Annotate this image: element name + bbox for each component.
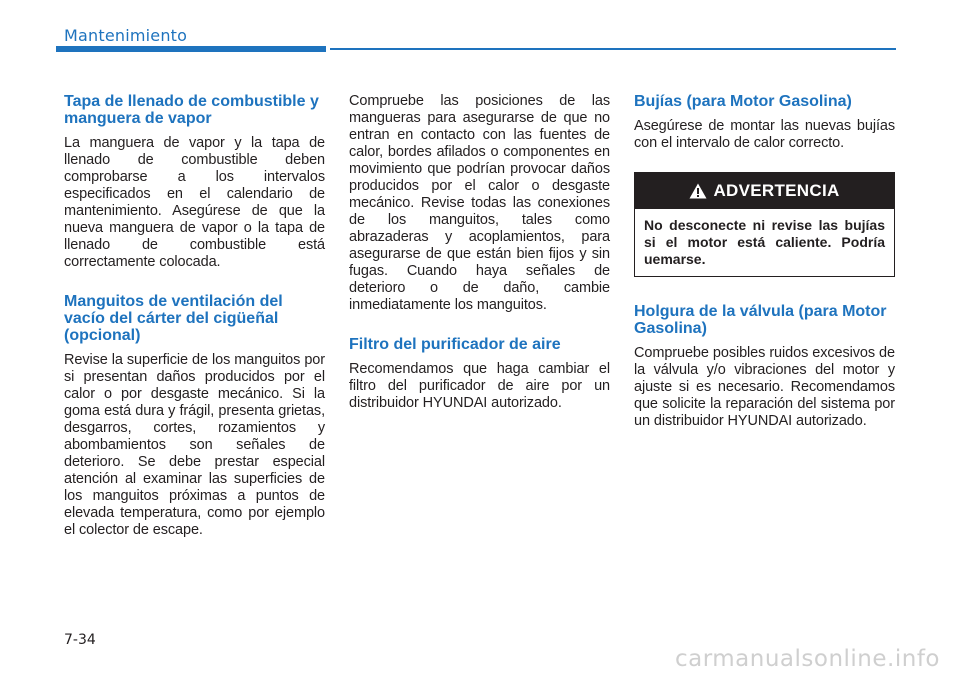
warning-triangle-icon <box>689 183 707 199</box>
paragraph-valve-clearance: Compruebe posibles ruidos excesivos de la válvula y/o vibraciones del motor y ajuste si es necesario. Recomendamos que solicite la reparación del sistema por un distribuidor HYUNDAI autorizado. <box>634 345 895 429</box>
heading-spark-plugs: Bujías (para Motor Gasolina) <box>634 93 852 110</box>
heading-crankcase-hoses: Manguitos de ventilación del vacío del cárter del cigüeñal (opcional) <box>64 293 283 344</box>
section-title: Mantenimiento <box>64 26 188 45</box>
warning-box <box>634 172 895 277</box>
heading-air-filter: Filtro del purificador de aire <box>349 336 561 353</box>
page-number: 7-34 <box>64 632 96 648</box>
watermark: carmanualsonline.info <box>674 646 940 672</box>
column-middle <box>349 93 610 432</box>
paragraph-crankcase-hoses: Revise la superficie de los manguitos por si presentan daños producidos por el calor o por desgaste mecánico. Si la goma está dura y frágil, presenta grietas, desgarros, cortes, rozamientos y abombamientos son señales de deterioro. Se debe prestar especial atención al examinar las superficies de los manguitos próximas a puntos de elevada temperatura, como por ejemplo el colector de escape. <box>64 352 325 538</box>
heading-valve-clearance: Holgura de la válvula (para Motor Gasolina) <box>634 303 887 337</box>
paragraph-air-filter: Recomendamos que haga cambiar el filtro del purificador de aire por un distribuidor HYUNDAI autorizado. <box>349 361 610 411</box>
warning-header <box>635 173 894 209</box>
column-left <box>64 93 325 559</box>
header-rule-thick <box>56 46 326 52</box>
paragraph-fuel-cap: La manguera de vapor y la tapa de llenado de combustible deben comprobarse a los intervalos especificados en el calendario de mantenimiento. Asegúrese de que la nueva manguera de vapor o la tapa de llenado de combustible está correctamente colocada. <box>64 135 325 270</box>
warning-text: No desconecte ni revise las bujías si el motor está caliente. Podría uemarse. <box>644 217 885 267</box>
paragraph-hose-positions: Compruebe las posiciones de las mangueras para asegurarse de que no entran en contacto con las fuentes de calor, bordes afilados o componentes en movimiento que podrían provocar daños producidos por el calor o desgaste mecánico. Revise todas las conexiones de los manguitos, tales como abrazaderas y acoplamientos, para asegurarse de que están bien fijos y sin fugas. Cuando haya señales de deterioro o de daño, cambie inmediatamente los manguitos. <box>349 93 610 313</box>
header-rule-thin <box>330 48 896 50</box>
paragraph-spark-plugs: Asegúrese de montar las nuevas bujías con el intervalo de calor correcto. <box>634 118 895 151</box>
warning-title: ADVERTENCIA <box>713 181 840 200</box>
column-right <box>634 93 895 450</box>
heading-fuel-cap: Tapa de llenado de combustible y manguera de vapor <box>64 93 319 127</box>
